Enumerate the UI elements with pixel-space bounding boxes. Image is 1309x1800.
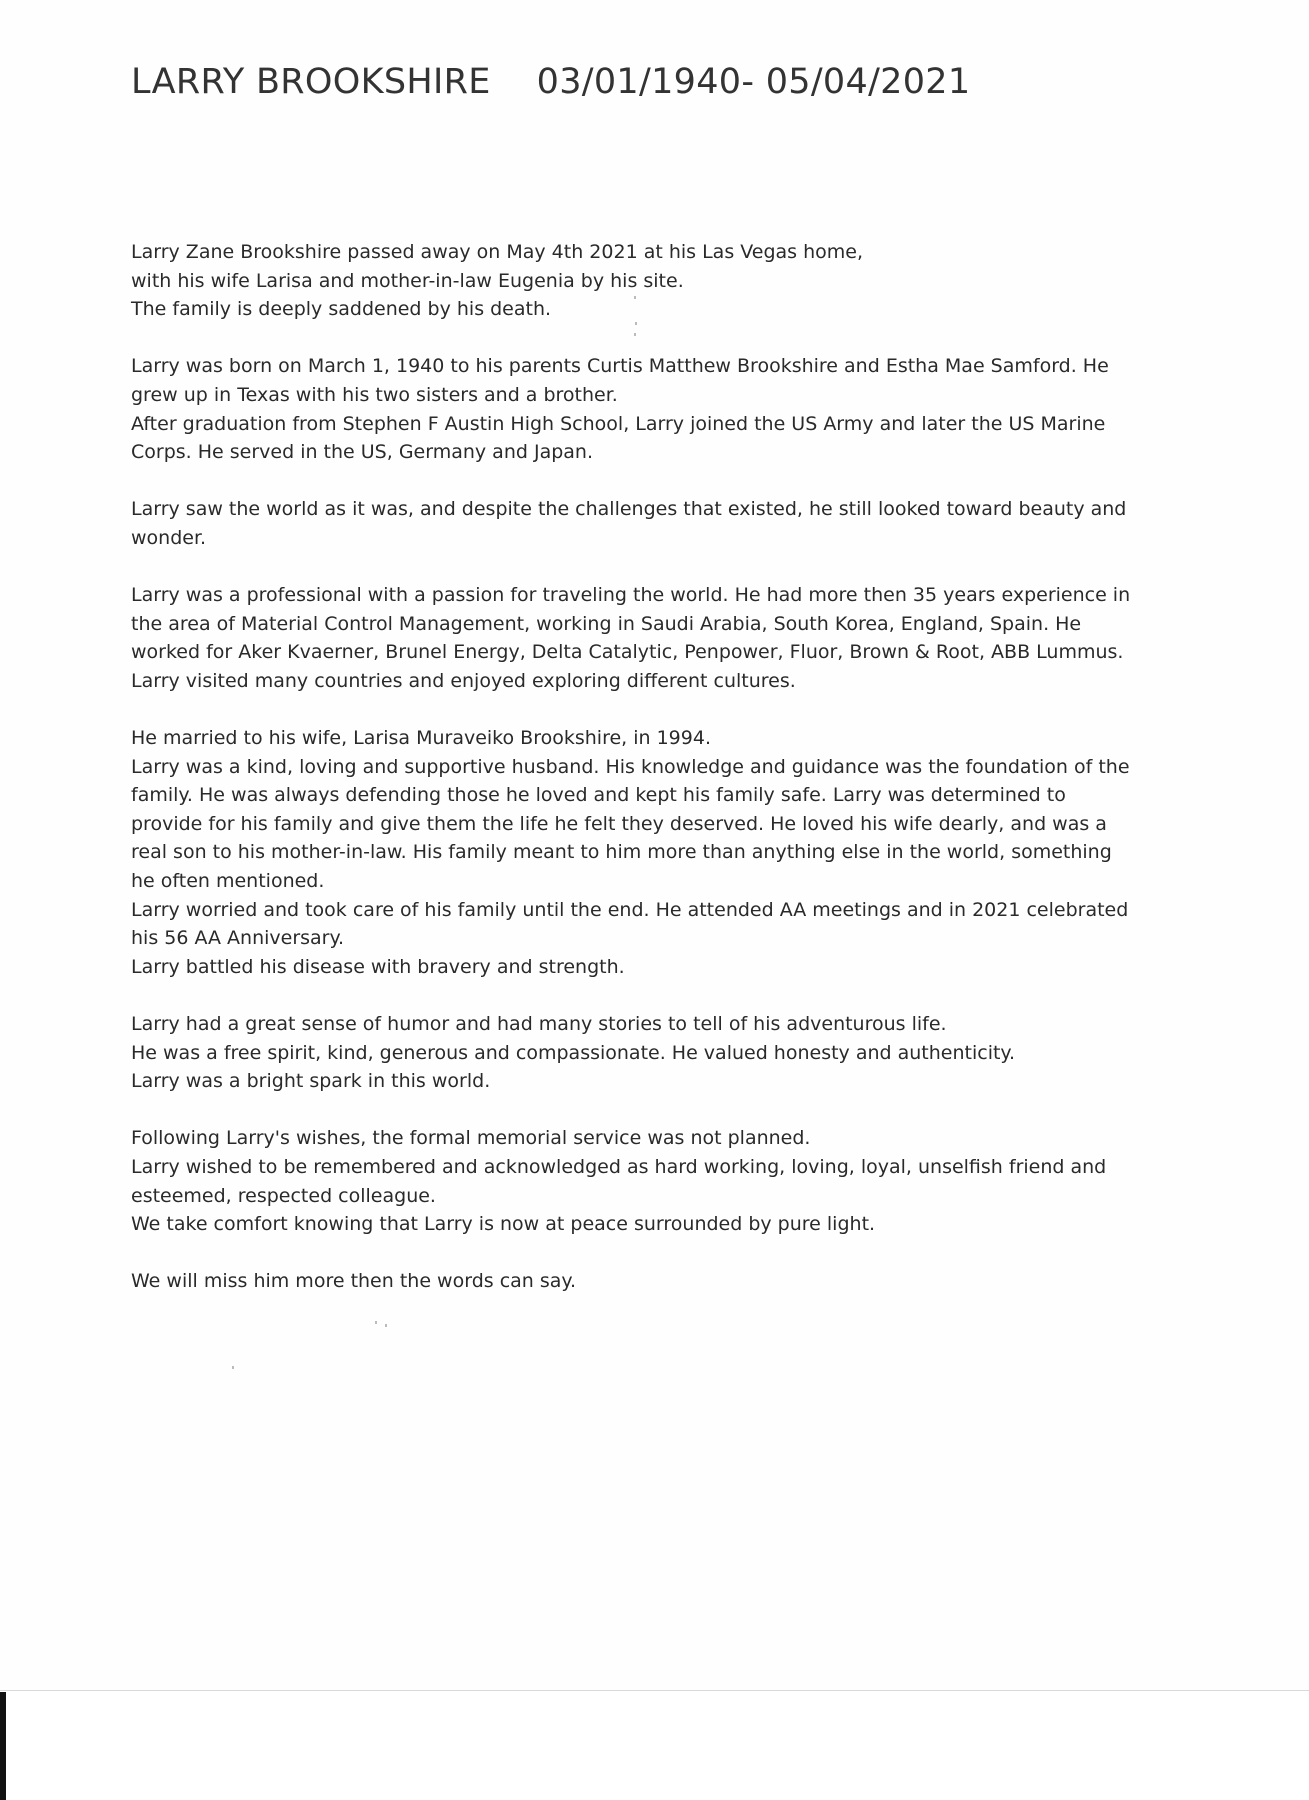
text-line: Corps. He served in the US, Germany and Japan. — [131, 441, 594, 464]
text-line: real son to his mother-in-law. His family meant to him more than anything else in the world, something — [131, 841, 1112, 864]
text-line: Larry had a great sense of humor and had many stories to tell of his adventurous life. — [131, 1013, 947, 1036]
text-line: Following Larry's wishes, the formal memorial service was not planned. — [131, 1127, 811, 1150]
page-title — [131, 62, 970, 102]
text-line: wonder. — [131, 526, 207, 549]
text-line: We take comfort knowing that Larry is now at peace surrounded by pure light. — [131, 1213, 876, 1236]
text-line: his 56 AA Anniversary. — [131, 927, 345, 950]
page-bottom-edge — [0, 1690, 1309, 1691]
scan-speck — [634, 333, 636, 336]
text-line: After graduation from Stephen F Austin High School, Larry joined the US Army and later the US Marine — [131, 412, 1106, 435]
paragraph-memorial — [131, 1124, 1141, 1238]
text-line: Larry wished to be remembered and acknowledged as hard working, loving, loyal, unselfish friend and — [131, 1156, 1107, 1178]
text-line: Larry was a bright spark in this world. — [131, 1070, 491, 1093]
text-line: with his wife Larisa and mother-in-law Eugenia by his site. — [131, 269, 684, 292]
scan-speck — [232, 1366, 234, 1369]
title-dates: 03/01/1940- 05/04/2021 — [536, 62, 971, 102]
text-line: Larry was born on March 1, 1940 to his parents Curtis Matthew Brookshire and Estha Mae Samford. He — [131, 355, 1109, 378]
text-line: provide for his family and give them the life he felt they deserved. He loved his wife dearly, and was a — [131, 812, 1107, 835]
obituary-body — [131, 238, 1141, 1325]
paragraph-death-notice — [131, 238, 1141, 324]
paragraph-outlook — [131, 495, 1141, 552]
text-line: he often mentioned. — [131, 870, 325, 893]
scan-speck — [385, 1324, 387, 1327]
scan-speck — [634, 296, 636, 299]
text-line: He was a free spirit, kind, generous and compassionate. He valued honesty and authenticity. — [131, 1041, 1016, 1064]
title-name: LARRY BROOKSHIRE — [131, 62, 491, 102]
paragraph-family — [131, 724, 1141, 981]
text-line: grew up in Texas with his two sisters and a brother. — [131, 383, 618, 406]
text-line: Larry worried and took care of his family until the end. He attended AA meetings and in 2021 celebrated — [131, 898, 1129, 921]
text-line: Larry was a professional with a passion for traveling the world. He had more then 35 years experience in — [131, 584, 1131, 607]
paragraph-closing — [131, 1267, 1141, 1296]
text-line: Larry battled his disease with bravery and strength. — [131, 955, 625, 978]
scanner-edge — [0, 1692, 6, 1800]
text-line: esteemed, respected colleague. — [131, 1184, 436, 1207]
text-line: family. He was always defending those he loved and kept his family safe. Larry was determined to — [131, 784, 1066, 807]
text-line: the area of Material Control Management, working in Saudi Arabia, South Korea, England, Spain. He — [131, 612, 1082, 635]
text-line: Larry was a kind, loving and supportive husband. His knowledge and guidance was the foundation of the — [131, 755, 1130, 778]
scan-speck — [635, 322, 637, 325]
text-line: Larry saw the world as it was, and despite the challenges that existed, he still looked toward beauty and — [131, 498, 1127, 521]
text-line: We will miss him more then the words can say. — [131, 1270, 576, 1293]
text-line: Larry visited many countries and enjoyed exploring different cultures. — [131, 669, 796, 692]
text-line: Larry Zane Brookshire passed away on May 4th 2021 at his Las Vegas home, — [131, 241, 864, 263]
scan-speck — [375, 1321, 377, 1324]
text-line: He married to his wife, Larisa Muraveiko Brookshire, in 1994. — [131, 727, 711, 750]
paragraph-character — [131, 1010, 1141, 1096]
text-line: worked for Aker Kvaerner, Brunel Energy, Delta Catalytic, Penpower, Fluor, Brown & Root, ABB Lummus. — [131, 641, 1124, 664]
paragraph-early-life — [131, 352, 1141, 466]
text-line: The family is deeply saddened by his death. — [131, 298, 552, 321]
paragraph-career — [131, 581, 1141, 695]
